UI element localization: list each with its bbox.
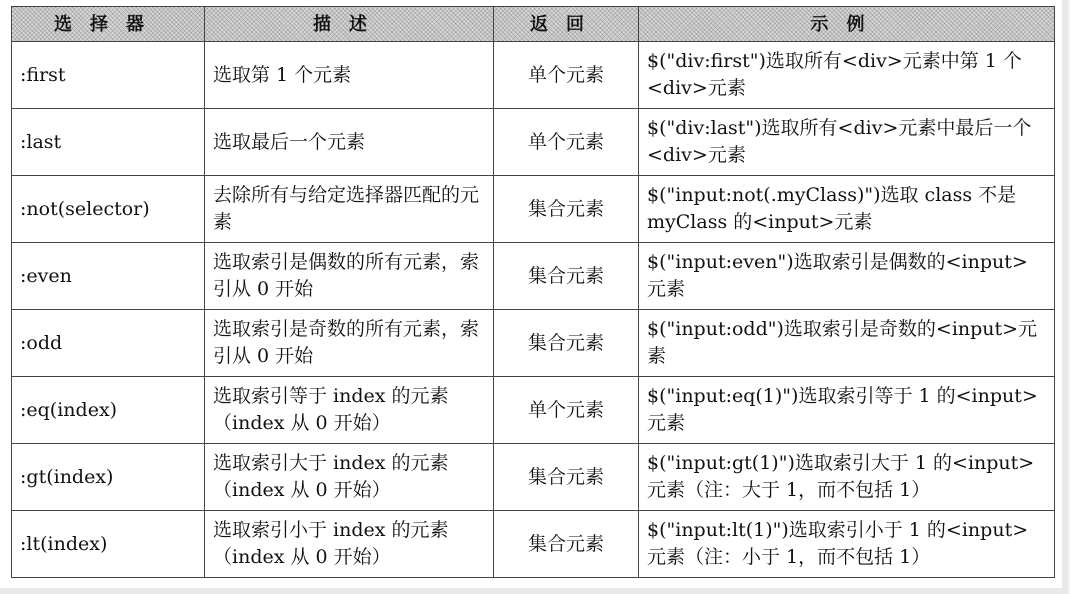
cell-description: 选取第 1 个元素 <box>205 42 494 109</box>
header-returns: 返回 <box>494 7 639 42</box>
cell-example: $("div:last")选取所有<div>元素中最后一个<div>元素 <box>639 109 1055 176</box>
cell-returns: 单个元素 <box>494 42 639 109</box>
cell-description: 选取最后一个元素 <box>205 109 494 176</box>
cell-selector: :not(selector) <box>12 176 205 243</box>
header-description: 描述 <box>205 7 494 42</box>
cell-selector: :odd <box>12 310 205 377</box>
selector-table <box>11 6 1055 578</box>
cell-example: $("input:not(.myClass)")选取 class 不是 myClass 的<input>元素 <box>639 176 1055 243</box>
cell-returns: 集合元素 <box>494 511 639 578</box>
header-example: 示例 <box>639 7 1055 42</box>
cell-selector: :eq(index) <box>12 377 205 444</box>
table-row <box>12 243 1055 310</box>
cell-selector: :lt(index) <box>12 511 205 578</box>
cell-example: $("input:eq(1)")选取索引等于 1 的<input>元素 <box>639 377 1055 444</box>
cell-description: 选取索引大于 index 的元素（index 从 0 开始） <box>205 444 494 511</box>
cell-selector: :first <box>12 42 205 109</box>
cell-example: $("input:odd")选取索引是奇数的<input>元素 <box>639 310 1055 377</box>
header-row <box>12 7 1055 42</box>
cell-returns: 单个元素 <box>494 109 639 176</box>
cell-selector: :gt(index) <box>12 444 205 511</box>
table-body <box>12 42 1055 578</box>
table-row <box>12 377 1055 444</box>
cell-returns: 集合元素 <box>494 444 639 511</box>
table-row <box>12 444 1055 511</box>
table-header <box>12 7 1055 42</box>
cell-description: 选取索引小于 index 的元素（index 从 0 开始） <box>205 511 494 578</box>
cell-returns: 集合元素 <box>494 176 639 243</box>
table-row <box>12 176 1055 243</box>
cell-example: $("div:first")选取所有<div>元素中第 1 个<div>元素 <box>639 42 1055 109</box>
cell-example: $("input:even")选取索引是偶数的<input>元素 <box>639 243 1055 310</box>
cell-example: $("input:lt(1)")选取索引小于 1 的<input>元素（注：小于 1，而不包括 1） <box>639 511 1055 578</box>
cell-selector: :last <box>12 109 205 176</box>
cell-returns: 集合元素 <box>494 243 639 310</box>
cell-example: $("input:gt(1)")选取索引大于 1 的<input>元素（注：大于 1，而不包括 1） <box>639 444 1055 511</box>
cell-returns: 集合元素 <box>494 310 639 377</box>
cell-description: 去除所有与给定选择器匹配的元素 <box>205 176 494 243</box>
table-row <box>12 109 1055 176</box>
header-selector: 选择器 <box>12 7 205 42</box>
cell-description: 选取索引是偶数的所有元素，索引从 0 开始 <box>205 243 494 310</box>
cell-selector: :even <box>12 243 205 310</box>
cell-returns: 单个元素 <box>494 377 639 444</box>
table-row <box>12 42 1055 109</box>
table-row <box>12 310 1055 377</box>
cell-description: 选取索引是奇数的所有元素，索引从 0 开始 <box>205 310 494 377</box>
table-row <box>12 511 1055 578</box>
cell-description: 选取索引等于 index 的元素（index 从 0 开始） <box>205 377 494 444</box>
